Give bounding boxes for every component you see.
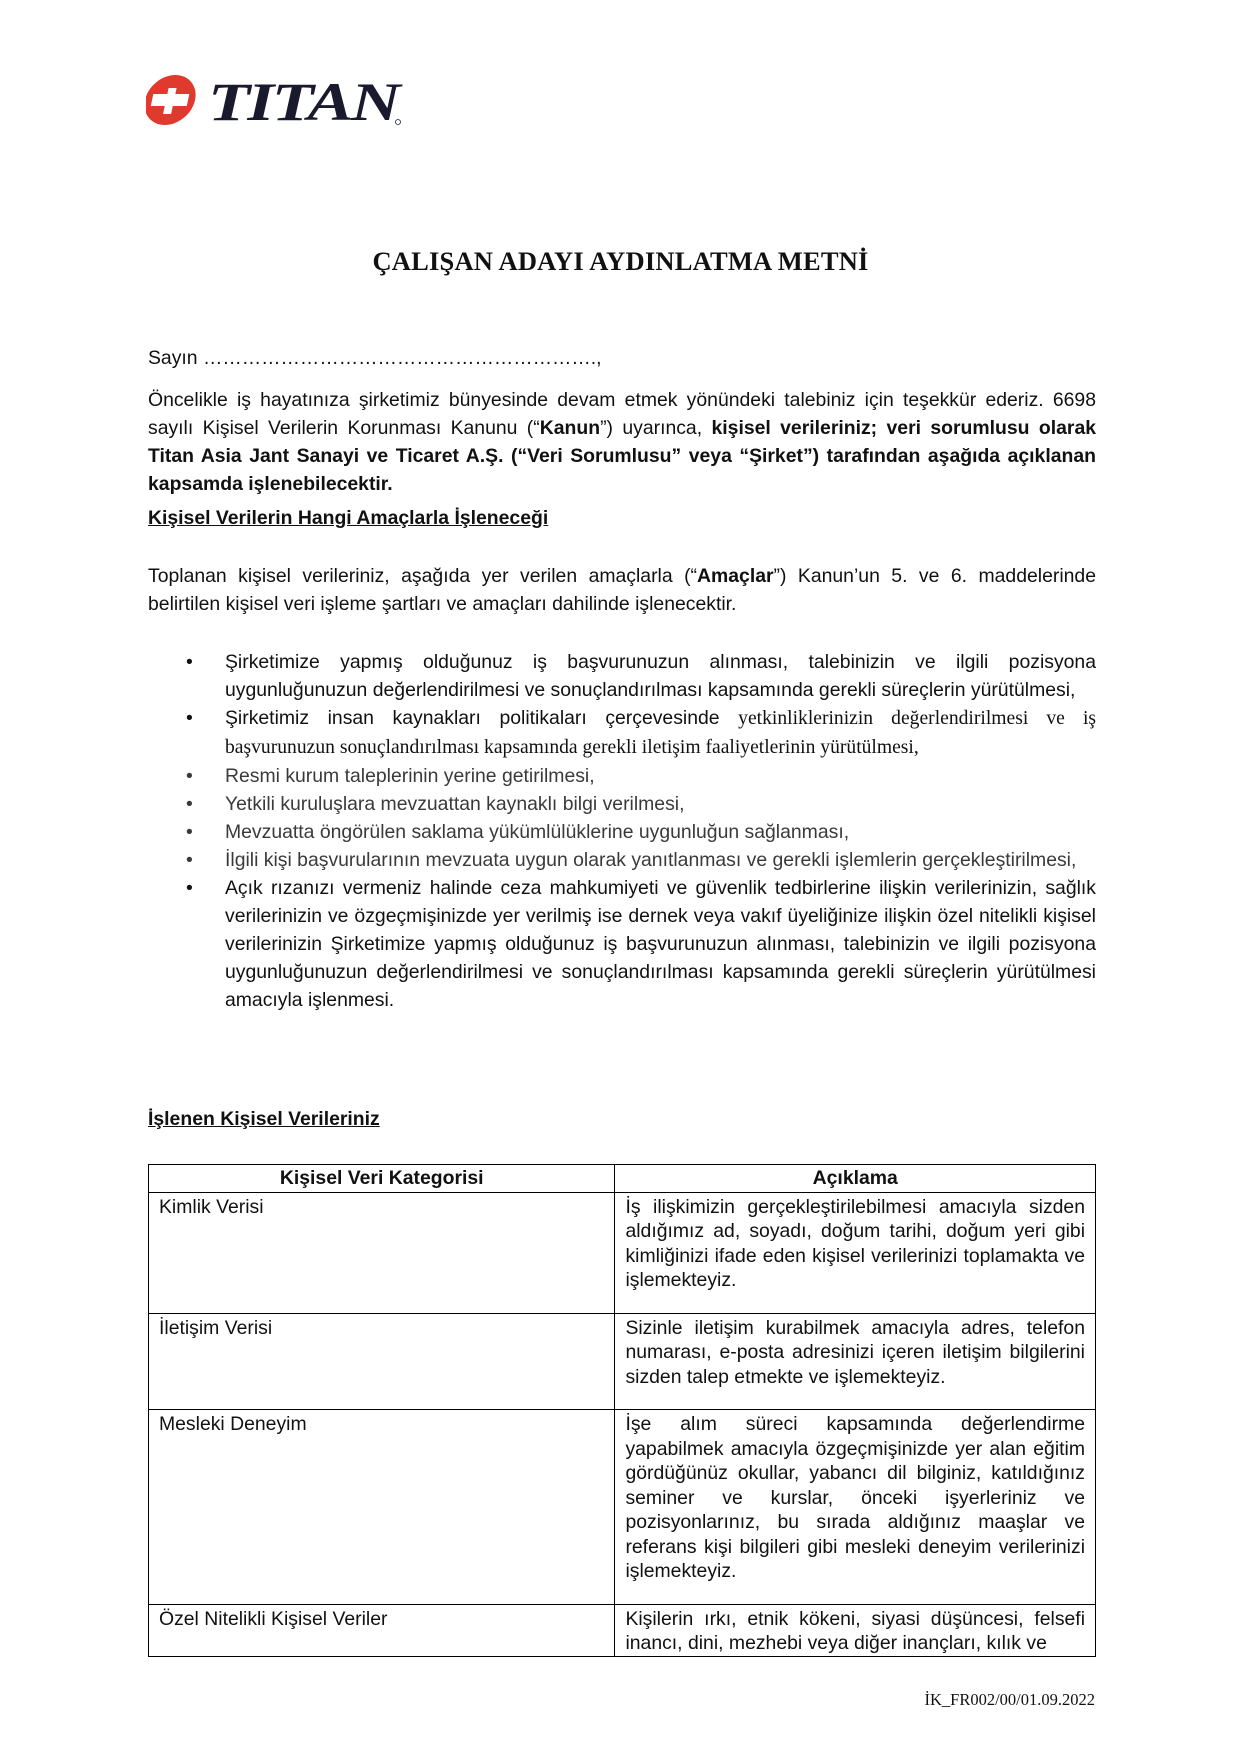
list-item-text: Şirketimize yapmış olduğunuz iş başvurunuzun alınması, talebinizin ve ilgili pozisyona uygunluğunuzun değerlendirilmesi ve sonuçlandırılması kapsamında gerekli süreçlerin yürütülmesi, <box>225 651 1096 701</box>
category-cell: Özel Nitelikli Kişisel Veriler <box>149 1604 615 1656</box>
kanun-term: Kanun <box>539 417 601 439</box>
list-item <box>148 790 1096 818</box>
intro-text-1: Öncelikle iş hayatınıza şirketimiz bünyesinde devam etmek yönündeki talebiniz için teşekkür ederiz. 6698 sayılı Kişisel Verilerin Korunması Kanunu (“ <box>148 389 1096 439</box>
table-row <box>149 1604 1096 1656</box>
list-item <box>148 846 1096 874</box>
table-row <box>149 1313 1096 1410</box>
intro-paragraph <box>148 386 1096 498</box>
amaclar-term: Amaçlar <box>697 565 774 587</box>
purpose-paragraph <box>148 562 1096 618</box>
bullet-icon: • <box>186 821 193 843</box>
list-item-text: Yetkili kuruluşlara mevzuattan kaynaklı bilgi verilmesi, <box>225 793 685 815</box>
data-category-table <box>148 1164 1096 1657</box>
description-cell: Sizinle iletişim kurabilmek amacıyla adres, telefon numarası, e-posta adresinizi içeren iletişim bilgilerini sizden talep etmekte ve işlemekteyiz. <box>615 1313 1096 1410</box>
table-header-row <box>149 1165 1096 1193</box>
section-heading-purposes: Kişisel Verilerin Hangi Amaçlarla İşleneceği <box>148 507 549 529</box>
category-cell: Kimlik Verisi <box>149 1192 615 1313</box>
description-cell: İş ilişkimizin gerçekleştirilebilmesi amacıyla sizden aldığımız ad, soyadı, doğum tarihi, doğum yeri gibi kimliğinizi ifade eden kişisel verilerinizi toplamakta ve işlemekteyiz. <box>615 1192 1096 1313</box>
column-header-description: Açıklama <box>615 1165 1096 1193</box>
list-item-text: Resmi kurum taleplerinin yerine getirilmesi, <box>225 765 595 787</box>
logo-wordmark: TITAN <box>208 72 404 128</box>
section-heading-data: İşlenen Kişisel Verileriniz <box>148 1108 380 1130</box>
list-item-text: Açık rızanızı vermeniz halinde ceza mahkumiyeti ve güvenlik tedbirlerine ilişkin verilerinizin, sağlık verilerinizin ve özgeçmişinizde yer verilmiş ise dernek veya vakıf üyeliğinize ilişkin özel nitelikli kişisel verilerinizin Şirketimize yapmış olduğunuz iş başvurunuzun alınması, talebinizin ve ilgili pozisyona uygunluğunuzun değerlendirilmesi ve sonuçlandırılması kapsamında gerekli süreçlerin yürütülmesi amacıyla işlenmesi. <box>225 877 1096 1011</box>
description-cell: İşe alım süreci kapsamında değerlendirme yapabilmek amacıyla özgeçmişinizde yer alan eğitim gördüğünüz okullar, yabancı dil bilginiz, katıldığınız seminer ve kurslar, önceki işyerleriniz ve pozisyonlarınız, bu sırada aldığınız maaşlar ve referans kişi bilgileri gibi mesleki deneyim verilerinizi işlemekteyiz. <box>615 1410 1096 1605</box>
list-item <box>148 762 1096 790</box>
greeting-line: Sayın ……………………………………………………., <box>148 347 602 369</box>
document-code-footer: İK_FR002/00/01.09.2022 <box>924 1690 1095 1709</box>
list-item-text: Mevzuatta öngörülen saklama yükümlülüklerine uygunluğun sağlanması, <box>225 821 850 843</box>
column-header-category: Kişisel Veri Kategorisi <box>149 1165 615 1193</box>
list-item <box>148 648 1096 704</box>
purpose-text-1: Toplanan kişisel verileriniz, aşağıda yer verilen amaçlarla (“ <box>148 565 697 587</box>
bullet-icon: • <box>186 793 193 815</box>
bullet-icon: • <box>186 849 193 871</box>
list-item-text: Şirketimiz insan kaynakları politikaları çerçevesinde <box>225 707 739 729</box>
purpose-list <box>148 648 1096 1014</box>
titan-logo <box>146 72 406 128</box>
table-row <box>149 1410 1096 1605</box>
table-row <box>149 1192 1096 1313</box>
category-cell: İletişim Verisi <box>149 1313 615 1410</box>
bullet-icon: • <box>186 707 193 729</box>
bullet-icon: • <box>186 651 193 673</box>
list-item-text-serif: yetkinliklerinizin değerlendirilmesi ve iş başvurunuzun sonuçlandırılması kapsamında gerekli iletişim faaliyetlerinin yürütülmesi, <box>225 708 1097 758</box>
bullet-icon: • <box>186 765 193 787</box>
purpose-text-2: ”) Kanun’un 5. ve 6. maddelerinde belirtilen kişisel veri işleme şartları ve amaçları dahilinde işlenecektir. <box>148 565 1096 615</box>
list-item <box>148 818 1096 846</box>
list-item <box>148 874 1096 1014</box>
intro-text-2: ”) uyarınca, <box>600 417 712 439</box>
description-cell: Kişilerin ırkı, etnik kökeni, siyasi düşüncesi, felsefi inancı, dini, mezhebi veya diğer inançları, kılık ve <box>615 1604 1096 1656</box>
list-item <box>148 704 1096 762</box>
list-item-text: İlgili kişi başvurularının mevzuata uygun olarak yanıtlanması ve gerekli işlemlerin gerçekleştirilmesi, <box>225 849 1077 871</box>
bullet-icon: • <box>186 877 193 899</box>
document-title: ÇALIŞAN ADAYI AYDINLATMA METNİ <box>372 246 869 276</box>
category-cell: Mesleki Deneyim <box>149 1410 615 1605</box>
intro-bold-text: kişisel verileriniz; veri sorumlusu olarak Titan Asia Jant Sanayi ve Ticaret A.Ş. (“Veri Sorumlusu” veya “Şirket”) tarafından aşağıda açıklanan kapsamda işlenebilecektir. <box>148 417 1097 495</box>
